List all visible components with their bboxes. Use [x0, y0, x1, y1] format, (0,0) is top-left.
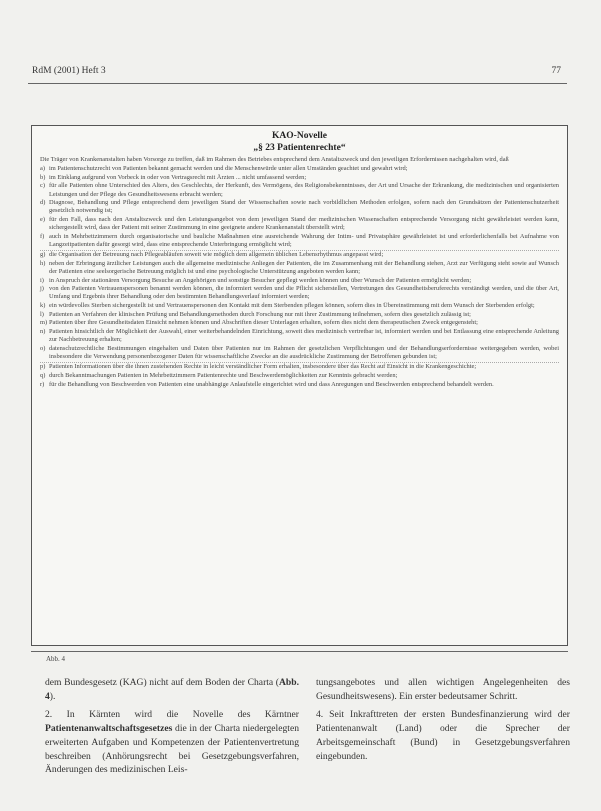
provision-text: Patienten an Verfahren der klinischen Prüfung und Behandlungsmethoden durch Forschung nur mit ihrer Zustimmung teilnehmen, sofern dies gesetzlich zulässig ist;	[49, 310, 471, 318]
provision-label: o)	[40, 344, 46, 352]
provision-text: in Anspruch der stationären Versorgung Besuche an Angehörigen und sonstige Besucher gepflegt werden können und über Wunsch der Patienten ermöglicht werden;	[49, 276, 472, 284]
provision-item	[40, 345, 559, 361]
provision-item	[40, 260, 559, 276]
body-paragraph	[45, 676, 299, 703]
provision-text: im Patientenschutzrecht von Patienten bekannt gemacht werden und die Menschenwürde unter allen Umständen geachtet und gewahrt wird;	[49, 165, 408, 173]
provision-label: n)	[40, 328, 46, 336]
paragraph-emphasis: Patientenanwaltschaftsgesetzes	[45, 723, 173, 735]
paragraph-text: 2. In Kärnten wird die Novelle des Kärntner	[45, 709, 299, 721]
provision-label: d)	[40, 199, 46, 207]
provision-item	[40, 328, 559, 344]
box-intro: Die Träger von Krankenanstalten haben Vorsorge zu treffen, daß im Rahmen des Betriebes entsprechend dem Anstaltszweck und den jeweiligen Erfordernissen nachgehalten wird, daß	[40, 156, 509, 163]
provision-text: Patienten Informationen über die ihnen zustehenden Rechte in leicht verständlicher Form erhalten, insbesondere über das Recht auf Einsicht in die Krankengeschichte;	[49, 363, 477, 371]
provision-label: k)	[40, 302, 46, 310]
provision-item	[40, 165, 559, 173]
paragraph-emphasis: Abb. 4	[45, 677, 299, 702]
body-paragraph	[316, 708, 570, 763]
provision-text: für alle Patienten ohne Unterschied des Alters, des Geschlechts, der Herkunft, des Vermögens, des Religionsbekenntnisses, der Art und Ursache der Erkrankung, die medizinischen und organisierten Leistungen und der Pflege des Gesundheitswesens erbracht werden;	[49, 182, 559, 198]
provision-text: Patienten hinsichtlich der Möglichkeit der Auswahl, einer weiterbehandelnden Einrichtung, soweit dies medizinisch vertretbar ist, informiert werden und bei Entlassung eine entsprechende Anleitung zur Nachbetreuung erhalten;	[49, 328, 559, 344]
provision-label: l)	[40, 310, 44, 318]
paragraph-text: 4. Seit Inkrafttreten der ersten Bundesfinanzierung wird der Patientenanwalt (Land) oder die Sprecher der Arbeitsgemeinschaft (Bund) in Gesetzgebungsverfahren eingebunden.	[316, 709, 570, 762]
provision-label: f)	[40, 232, 45, 240]
provision-text: datenschutzrechtliche Bestimmungen eingehalten und Daten über Patienten nur im Rahmen der gesetzlichen Verpflichtungen und der Behandlungserfordernisse weitergegeben werden, wobei insbesondere die Verwendung personenbezogener Daten für wissenschaftliche Zwecke an die ausdrückliche Zustimmung der Betroffenen gebunden ist;	[49, 344, 559, 360]
provision-item	[40, 216, 559, 232]
provision-text: ein würdevolles Sterben sichergestellt ist und Vertrauenspersonen den Kontakt mit dem Sterbenden pflegen können, sofern dies in Übereinstimmung mit dem Wunsch der Sterbenden erfolgt;	[49, 302, 535, 310]
provision-text: für die Behandlung von Beschwerden von Patienten eine unabhängige Anlaufstelle eingerichtet wird und dass Anregungen und Beschwerden entsprechend behandelt werden.	[49, 380, 494, 388]
provision-text: für den Fall, dass nach den Anstaltszweck und den Leistungsangebot von dem jeweiligen Stand der medizinischen Wissenschaften entsprechende Versorgung nicht gewährleistet werden kann, sichergestellt wird, dass der Patient mit seiner Zustimmung in eine geeignete andere Krankenanstalt überstellt wird;	[49, 216, 559, 232]
provision-label: h)	[40, 259, 46, 267]
provision-item	[40, 302, 559, 310]
text-column-left	[45, 676, 299, 782]
provision-item	[40, 250, 559, 260]
provision-item	[40, 381, 559, 389]
page-number: 77	[551, 66, 561, 76]
provision-item	[40, 311, 559, 319]
provision-item	[40, 285, 559, 301]
paragraph-text: die in der Charta niedergelegten erweiterten Aufgaben und Kompetenzen der Patientenvertretung beschreiben (Anhörungsrecht bei Gesetzgebungsverfahren, Änderungen des medizinischen Leis-	[45, 723, 299, 776]
provision-item	[40, 199, 559, 215]
provision-item	[40, 174, 559, 182]
provision-label: q)	[40, 371, 46, 379]
paragraph-text: dem Bundesgesetz (KAG) nicht auf dem Boden der Charta (	[45, 677, 279, 688]
provision-text: neben der Erbringung ärztlicher Leistungen auch die allgemeine medizinische Anliegen der Patienten, die im Zusammenhang mit der Behandlung stehen, Arzt zur Verfügung steht sowie auf Wunsch der Patienten eine seelsorgerische Betreuung möglich ist und eine psychologische Unterstützung angeboten werden kann;	[49, 259, 559, 275]
box-subtitle: „§ 23 Patientenrechte“	[253, 143, 346, 153]
figure-divider	[31, 651, 568, 652]
body-paragraph	[316, 676, 570, 703]
provision-label: b)	[40, 173, 46, 181]
provision-label: m)	[40, 319, 48, 327]
box-title: KAO-Novelle	[272, 131, 327, 141]
provision-list	[40, 165, 559, 389]
figure-caption: Abb. 4	[46, 655, 66, 663]
provision-label: g)	[40, 250, 46, 258]
provision-label: c)	[40, 182, 45, 190]
paragraph-text: ).	[49, 690, 56, 702]
running-head	[32, 66, 561, 76]
provision-text: von den Patienten Vertrauenspersonen benannt werden können, die informiert werden und die Pflicht sicherstellen, Vertretungen des Gesundheitsberuferechts verständigt werden, und die über Art, Umfang und Ergebnis ihrer Behandlung oder den bestimmten Behandlungsverlauf informiert werden;	[49, 285, 559, 301]
provision-label: p)	[40, 362, 46, 370]
provision-item	[40, 182, 559, 198]
paragraph-text: tungsangebotes und allen wichtigen Angelegenheiten des Gesundheitswesens). Ein erster bedeutsamer Schritt.	[316, 677, 570, 702]
provision-text: Patienten über ihre Gesundheitsdaten Einsicht nehmen können und Abschriften dieser Unterlagen erhalten, sofern dies nicht dem therapeutischen Zweck entgegensteht;	[49, 319, 478, 327]
journal-citation: RdM (2001) Heft 3	[32, 66, 106, 76]
provision-item	[40, 319, 559, 327]
provision-label: i)	[40, 276, 44, 284]
provision-item	[40, 277, 559, 285]
provision-item	[40, 372, 559, 380]
provision-text: Diagnose, Behandlung und Pflege entsprechend dem jeweiligen Stand der Wissenschaften sowie nach vorbildlichen Methoden erfolgen, sofern nach den Grundsätzen der Patientenschutzerheit gesetzlich notwendig ist;	[49, 199, 559, 215]
provision-label: e)	[40, 216, 45, 224]
provision-label: a)	[40, 165, 45, 173]
provision-text: auch in Mehrbettzimmern durch organisatorische und bauliche Maßnahmen eine ausreichende Wahrung der Intim- und Privatsphäre gewährleistet ist und erforderlichenfalls bei Aufnahme von Langzeitpatienten dafür gesorgt wird, dass eine entsprechende Unterbringung ermöglicht wird;	[49, 232, 559, 248]
statute-box	[31, 125, 568, 646]
text-column-right	[316, 676, 570, 768]
provision-item	[40, 362, 559, 372]
provision-text: die Organisation der Betreuung nach Pflegeabläufen soweit wie möglich dem allgemein üblichen Lebensrhythmus angepasst wird;	[49, 251, 384, 259]
provision-item	[40, 233, 559, 249]
provision-text: im Einklang aufgrund von Vorbeck in oder von Vertragsrecht mit Ärzten ... nicht umfassend werden;	[49, 173, 307, 181]
provision-label: j)	[40, 285, 44, 293]
body-paragraph	[45, 708, 299, 777]
header-rule	[28, 83, 567, 84]
provision-label: r)	[40, 380, 45, 388]
provision-text: durch Bekanntmachungen Patienten in Mehrbettzimmern Patientenrechte und Beschwerdemöglichkeiten zur Kenntnis gebracht werden;	[49, 371, 398, 379]
